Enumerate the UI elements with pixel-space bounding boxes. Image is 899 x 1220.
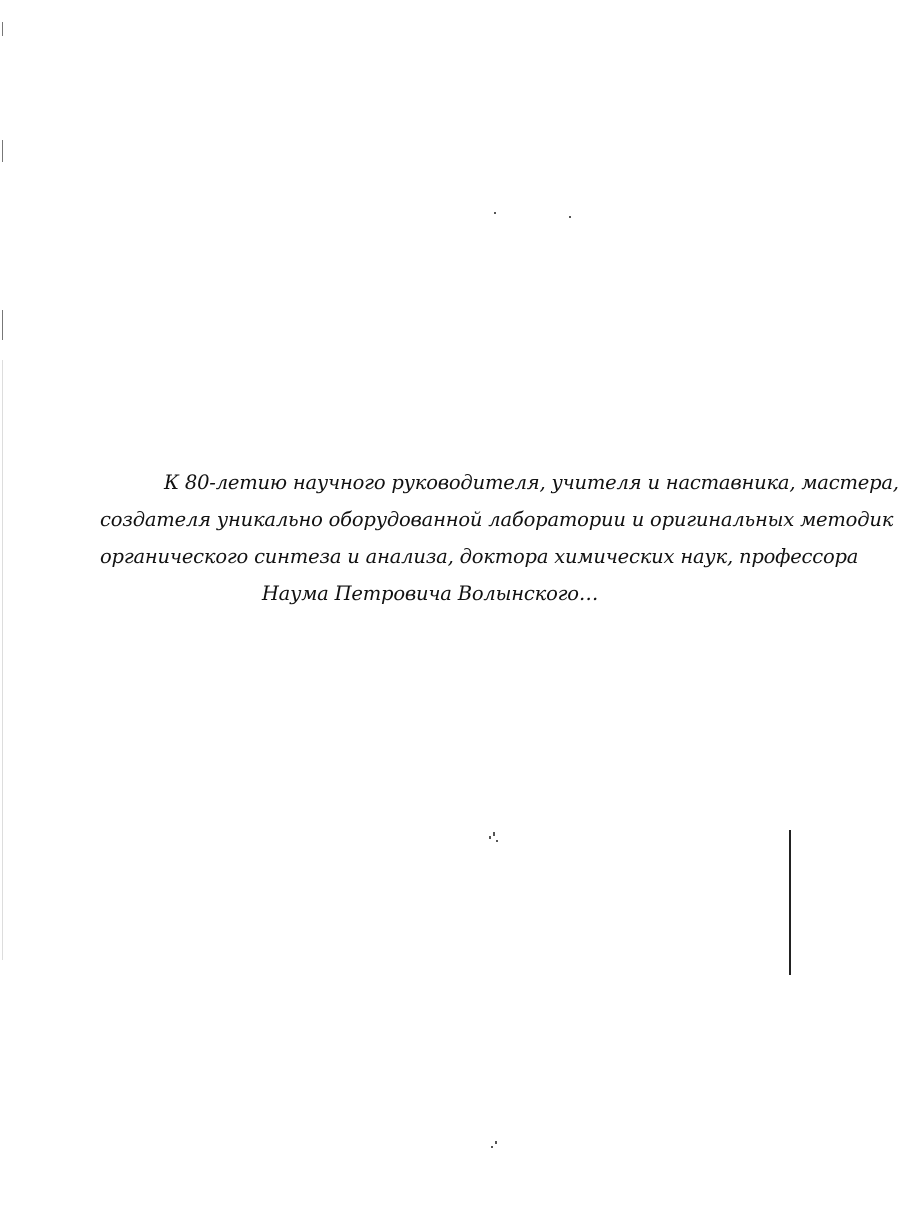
scan-speck xyxy=(489,836,491,839)
dedication-line-2: создателя уникально оборудованной лаборатории и оригинальных методик xyxy=(100,508,894,531)
scan-speck xyxy=(495,1141,497,1144)
dedication-line-1: К 80-летию научного руководителя, учителя и наставника, мастера, xyxy=(164,471,899,494)
scan-speck xyxy=(496,840,498,842)
scan-speck xyxy=(494,212,496,214)
scan-speck xyxy=(491,1146,493,1148)
scan-speck xyxy=(569,216,571,218)
dedication-block xyxy=(100,464,899,612)
scan-edge-mark xyxy=(2,140,3,162)
dedication-line-3: органического синтеза и анализа, доктора химических наук, профессора xyxy=(100,545,859,568)
scan-edge-mark xyxy=(2,310,3,340)
dedication-line-4: Наума Петровича Волынского… xyxy=(261,582,599,605)
scan-edge-mark xyxy=(789,830,791,975)
scan-edge-mark xyxy=(2,22,3,36)
scan-speck xyxy=(493,832,495,836)
scan-edge-mark xyxy=(2,360,3,960)
